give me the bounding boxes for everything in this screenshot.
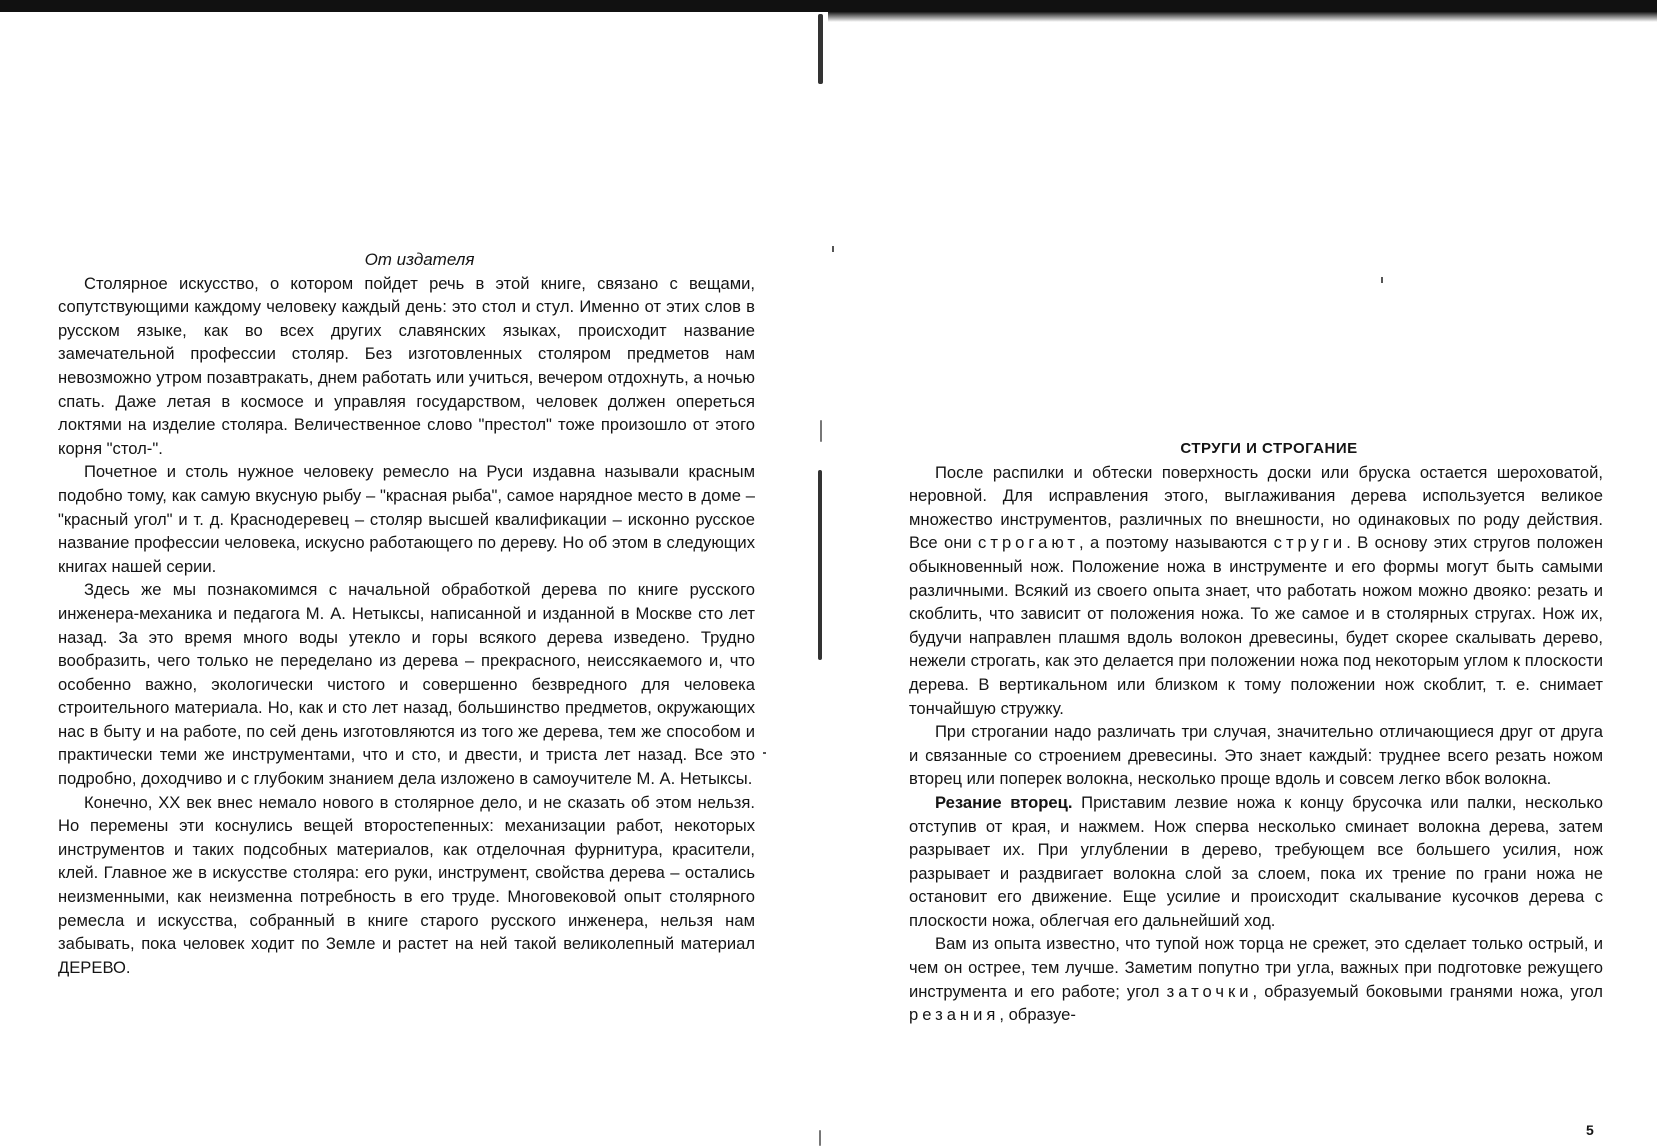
page-number: 5 xyxy=(1586,1122,1594,1138)
right-paragraph xyxy=(909,932,1603,1026)
gutter-shadow xyxy=(818,14,823,84)
scan-top-shadow xyxy=(828,12,1657,22)
scan-speck xyxy=(763,752,766,754)
right-paragraph: При строгании надо различать три случая, значительно отличающиеся друг от друга и связанные со строением древесины. Это знает каждый: труднее всего резать ножом вторец или поперек волокна, несколько проще вдоль и совсем легко вбок волокна. xyxy=(909,722,1603,789)
text-run: Вам из опыта известно, что тупой нож торца не срежет, это сделает только острый, и чем он острее, тем лучше. Заметим попутно три угла, важных при подготовке режущего инструмента и его работе; угол xyxy=(909,934,1603,1001)
spaced-term: заточки xyxy=(1166,981,1253,1001)
text-run: , образуе- xyxy=(999,1005,1076,1025)
left-page xyxy=(58,248,755,979)
right-page xyxy=(909,437,1603,1027)
run-in-heading: Резание вторец. xyxy=(935,792,1073,812)
book-gutter xyxy=(810,0,832,1148)
text-run: . В основу этих стругов положен обыкновенный нож. Положение ножа в инструменте и его формы могут быть самыми различными. Всякий из своего опыта знает, что работать ножом можно двояко: резать и скоблить, что зависит от положения ножа. То же самое и в столярных стругах. Нож их, будучи направлен плашмя вдоль волокон древесины, будет скорее скалывать дерево, нежели строгать, как это делается при положении ножа под некоторым углом к плоскости дерева. В вертикальном или близком к тому положении нож скоблит, т. е. снимает тончайшую стружку. xyxy=(909,533,1603,718)
chapter-heading: СТРУГИ И СТРОГАНИЕ xyxy=(1180,440,1358,457)
scan-speck xyxy=(832,246,834,252)
left-paragraph: Здесь же мы познакомимся с начальной обработкой дерева по книге русского инженера-механика и педагога М. А. Нетыксы, написанной и изданной в Москве сто лет назад. За это время много воды утекло и горы всякого дерева изведено. Трудно вообразить, чего только не переделано из дерева – прекрасного, неиссякаемого и, что особенно важно, экологически чистого и совершенно безвредного для человека строительного материала. Но, как и сто лет назад, большинство предметов, окружающих нас в быту и на работе, по сей день изготовляются из того же дерева, тем же способом и практически теми же инструментами, что и сто, и двести, и триста лет назад. Все это подробно, доходчиво и с глубоким знанием дела изложено в самоучителе М. А. Нетыксы. xyxy=(58,580,755,789)
left-paragraph: Почетное и столь нужное человеку ремесло на Руси издавна называли красным подобно тому, как самую вкусную рыбу – "красная рыба", самое нарядное место в доме – "красный угол" и т. д. Краснодеревец – столяр высшей квалификации – исконно русское название профессии человека, искусно работающего по дереву. Но об этом в следующих книгах нашей серии. xyxy=(58,462,755,576)
right-paragraph xyxy=(909,791,1603,933)
spaced-term: струги xyxy=(1273,533,1347,553)
left-page-heading: От издателя xyxy=(364,250,475,269)
text-run: После распилки и обтески поверхность доски или бруска остается шероховатой, неровной. Для исправления этого, выглаживания дерева используется великое множество инструментов, различных по внешности, но одинаковых по роду действия. Все они xyxy=(909,462,1603,553)
gutter-shadow xyxy=(819,1130,821,1146)
spaced-term: строгают xyxy=(978,533,1079,553)
left-paragraph: Столярное искусство, о котором пойдет речь в этой книге, связано с вещами, сопутствующими каждому человеку каждый день: это стол и стул. Именно от этих слов в русском языке, как во всех других славянских языках, происходит название замечательной профессии столяр. Без изготовленных столяром предметов нам невозможно утром позавтракать, днем работать или учиться, вечером отдохнуть, а ночью спать. Даже летая в космосе и управляя государством, человек должен опереться локтями на изделие столяра. Величественное слово "престол" тоже произошло от этого корня "стол-". xyxy=(58,273,755,458)
right-paragraph xyxy=(909,461,1603,721)
text-run: , а поэтому называются xyxy=(1079,533,1274,553)
gutter-shadow xyxy=(818,470,822,660)
spaced-term: резания xyxy=(909,1005,1000,1025)
text-run: Приставим лезвие ножа к концу брусочка или палки, несколько отступив от края, и нажмем. Нож сперва несколько сминает волокна дерева, затем разрывает их. При углублении в дерево, требующем все большего усилия, нож разрывает и раздвигает волокна слой за слоем, пока их трение по грани ножа не остановит его движение. Еще усилие и происходит скалывание кусочков дерева с плоскости ножа, облегчая его дальнейший ход. xyxy=(909,792,1604,930)
scan-speck xyxy=(1381,277,1383,283)
left-paragraph: Конечно, XX век внес немало нового в столярное дело, и не сказать об этом нельзя. Но перемены эти коснулись вещей второстепенных: механизации работ, некоторых инструментов и таких подсобных материалов, как отделочная фурнитура, красители, клей. Главное же в искусстве столяра: его руки, инструмент, свойства дерева – остались неизменными, как неизменна потребность в его труде. Многовековой опыт столярного ремесла и искусства, собранный в книге старого русского инженера, нельзя нам забывать, пока человек ходит по Земле и растет на ней такой великолепный материал ДЕРЕВО. xyxy=(58,792,755,977)
text-run: , образуемый боковыми гранями ножа, угол xyxy=(1252,981,1603,1001)
gutter-shadow xyxy=(820,420,822,442)
